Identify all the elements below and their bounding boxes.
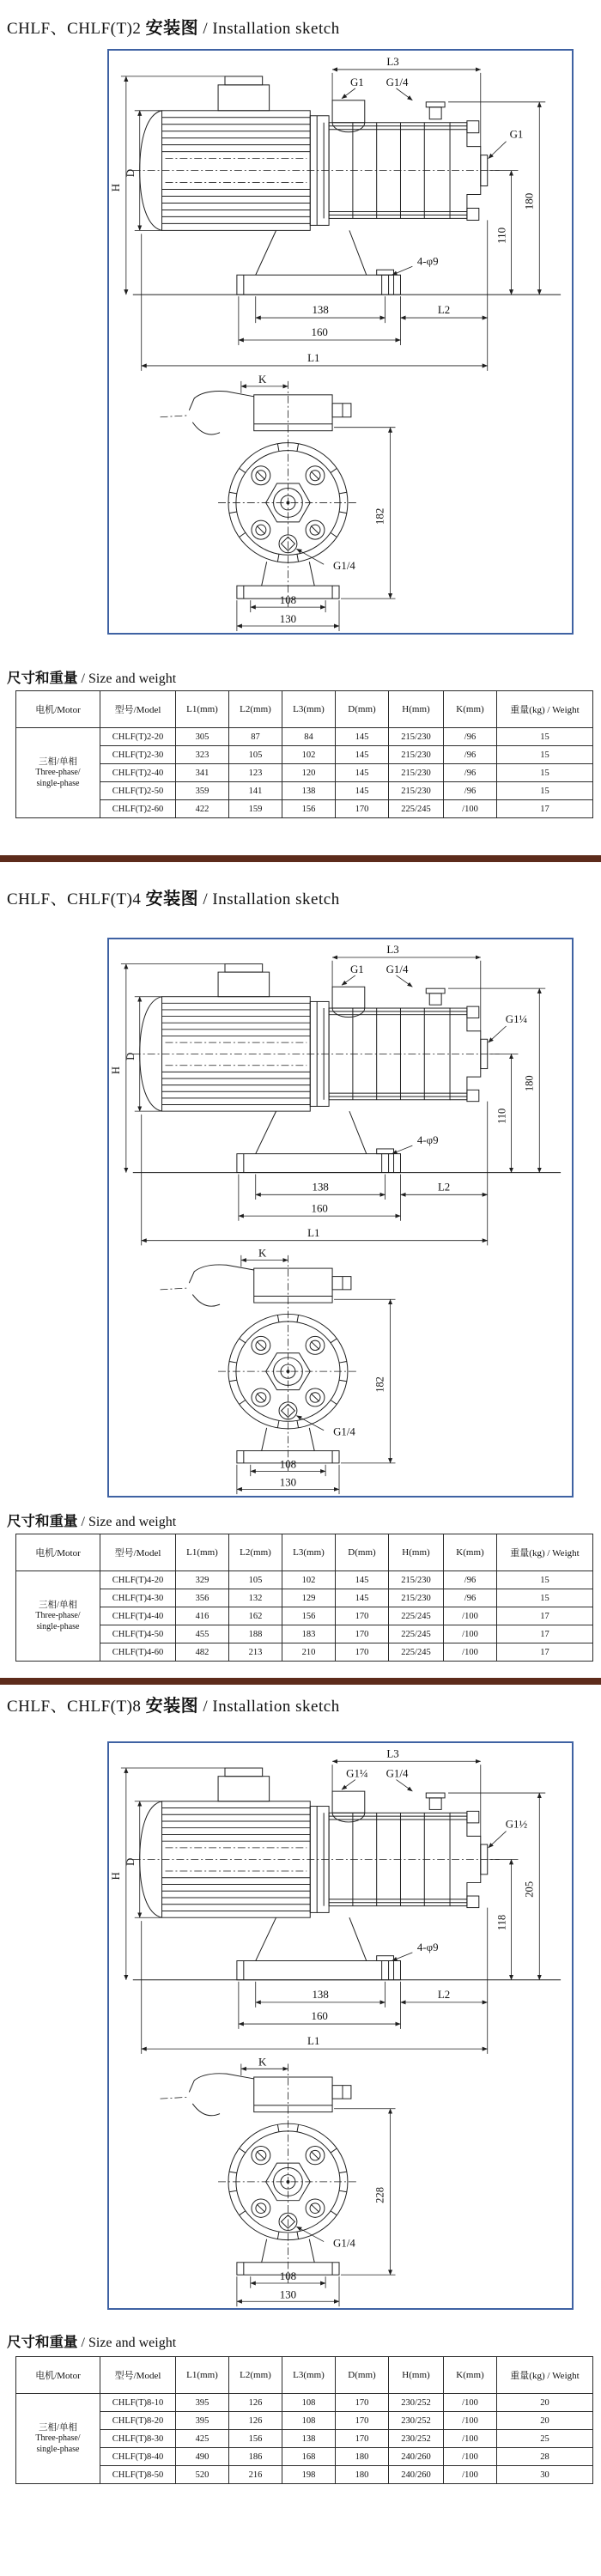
section1-title-cn: 安装图 <box>145 17 199 38</box>
table-body <box>16 1571 593 1662</box>
dimension-cell: 156 <box>282 1607 336 1625</box>
dim-top-height: 180 <box>523 1075 536 1091</box>
col-k: K(mm) <box>444 2357 497 2394</box>
motor-type-cell: 三相/单相 Three-phase/ single-phase <box>16 728 100 818</box>
dimension-cell: 198 <box>282 2466 336 2484</box>
dimension-cell: 170 <box>336 2394 389 2412</box>
col-motor: 电机/Motor <box>16 1534 100 1571</box>
col-l2: L2(mm) <box>229 2357 282 2394</box>
dim-base-a: 108 <box>279 2270 297 2283</box>
dimension-cell: 132 <box>229 1589 282 1607</box>
dimension-cell: 15 <box>497 1571 593 1589</box>
dim-D: D <box>124 1052 137 1060</box>
section1-title-en: / Installation sketch <box>203 20 340 38</box>
col-h: H(mm) <box>389 1534 444 1571</box>
table-row <box>16 2466 593 2484</box>
dimension-cell: 168 <box>282 2448 336 2466</box>
dimension-cell: 425 <box>176 2430 229 2448</box>
dim-front-height: 228 <box>373 2186 386 2203</box>
dim-K: K <box>258 372 267 386</box>
col-l3: L3(mm) <box>282 1534 336 1571</box>
section3-pump-drawing <box>109 1743 572 2308</box>
table-row <box>16 782 593 800</box>
dimension-cell: 329 <box>176 1571 229 1589</box>
table-row <box>16 800 593 818</box>
dimension-cell: 215/230 <box>389 1589 444 1607</box>
dimension-cell: 20 <box>497 2394 593 2412</box>
dimension-cell: 215/230 <box>389 728 444 746</box>
section2-size-weight-heading <box>7 1510 176 1530</box>
dimension-cell: /100 <box>444 2430 497 2448</box>
dimension-cell: 455 <box>176 1625 229 1643</box>
dimension-cell: 215/230 <box>389 746 444 764</box>
section1-title <box>7 14 340 39</box>
model-cell: CHLF(T)2-20 <box>100 728 176 746</box>
dimension-cell: 145 <box>336 1589 389 1607</box>
section-divider-2 <box>0 1678 601 1685</box>
dimension-cell: 156 <box>229 2430 282 2448</box>
dimension-cell: /96 <box>444 764 497 782</box>
table-body <box>16 728 593 818</box>
model-cell: CHLF(T)2-40 <box>100 764 176 782</box>
dim-L2: L2 <box>437 1989 451 2002</box>
dim-D: D <box>124 1857 137 1866</box>
dim-K: K <box>258 2056 267 2069</box>
dimension-cell: 240/260 <box>389 2448 444 2466</box>
section2-title <box>7 884 340 909</box>
model-cell: CHLF(T)8-30 <box>100 2430 176 2448</box>
dimension-cell: 225/245 <box>389 1625 444 1643</box>
motor-type-cell: 三相/单相 Three-phase/ single-phase <box>16 2394 100 2484</box>
section3-size-weight-heading <box>7 2330 176 2351</box>
dimension-cell: 123 <box>229 764 282 782</box>
section3-title <box>7 1692 340 1716</box>
dim-bolt-holes: 4-φ9 <box>416 1134 439 1147</box>
dimension-cell: 138 <box>282 782 336 800</box>
dimension-cell: 341 <box>176 764 229 782</box>
col-k: K(mm) <box>444 691 497 728</box>
dim-base-b: 130 <box>279 612 297 626</box>
section1-size-weight-heading <box>7 666 176 687</box>
dimension-cell: /96 <box>444 1571 497 1589</box>
section3-title-en: / Installation sketch <box>203 1698 340 1716</box>
section2-installation-sketch <box>107 938 574 1498</box>
dim-H: H <box>109 1066 122 1074</box>
dim-L2: L2 <box>437 1181 451 1194</box>
model-cell: CHLF(T)2-60 <box>100 800 176 818</box>
dimension-cell: 216 <box>229 2466 282 2484</box>
section2-title-cn: 安装图 <box>145 888 199 908</box>
col-l1: L1(mm) <box>176 2357 229 2394</box>
dim-L3: L3 <box>386 1747 399 1760</box>
table-header-row <box>16 2357 593 2394</box>
dimension-cell: 15 <box>497 746 593 764</box>
dimension-cell: 180 <box>336 2466 389 2484</box>
dimension-cell: 120 <box>282 764 336 782</box>
col-d: D(mm) <box>336 691 389 728</box>
table-row <box>16 728 593 746</box>
table-row <box>16 1625 593 1643</box>
dim-foot-a: 138 <box>312 1181 329 1194</box>
dimension-cell: 87 <box>229 728 282 746</box>
dimension-cell: 129 <box>282 1589 336 1607</box>
dimension-cell: 15 <box>497 782 593 800</box>
port-drain-label: G1/4 <box>333 1425 355 1438</box>
dimension-cell: 225/245 <box>389 1607 444 1625</box>
section1-pump-drawing <box>109 51 572 633</box>
dimension-cell: 15 <box>497 728 593 746</box>
size-weight-heading-en: / Size and weight <box>81 2336 177 2350</box>
dim-K: K <box>258 1247 267 1260</box>
dimension-cell: 225/245 <box>389 800 444 818</box>
dimension-cell: 102 <box>282 746 336 764</box>
table-header-row <box>16 1534 593 1571</box>
col-l3: L3(mm) <box>282 2357 336 2394</box>
col-l1: L1(mm) <box>176 691 229 728</box>
dimension-cell: 145 <box>336 764 389 782</box>
dimension-cell: 215/230 <box>389 782 444 800</box>
dimension-cell: 30 <box>497 2466 593 2484</box>
dimension-cell: 422 <box>176 800 229 818</box>
col-h: H(mm) <box>389 691 444 728</box>
dim-L3: L3 <box>386 944 399 957</box>
model-cell: CHLF(T)8-40 <box>100 2448 176 2466</box>
dimension-cell: /100 <box>444 1625 497 1643</box>
table-row <box>16 1607 593 1625</box>
dim-D: D <box>123 168 137 178</box>
col-l3: L3(mm) <box>282 691 336 728</box>
table-row <box>16 1643 593 1662</box>
dimension-cell: 170 <box>336 1643 389 1662</box>
table-header-row <box>16 691 593 728</box>
col-model: 型号/Model <box>100 2357 176 2394</box>
model-cell: CHLF(T)4-60 <box>100 1643 176 1662</box>
model-cell: CHLF(T)8-20 <box>100 2412 176 2430</box>
dimension-cell: 395 <box>176 2394 229 2412</box>
dimension-cell: 145 <box>336 1571 389 1589</box>
model-cell: CHLF(T)2-50 <box>100 782 176 800</box>
dim-bolt-holes: 4-φ9 <box>416 254 439 268</box>
dimension-cell: 126 <box>229 2412 282 2430</box>
dimension-cell: 170 <box>336 2430 389 2448</box>
dimension-cell: 215/230 <box>389 1571 444 1589</box>
table-row <box>16 746 593 764</box>
col-d: D(mm) <box>336 1534 389 1571</box>
dimension-cell: /96 <box>444 1589 497 1607</box>
model-cell: CHLF(T)2-30 <box>100 746 176 764</box>
dimension-cell: 490 <box>176 2448 229 2466</box>
dimension-cell: 17 <box>497 800 593 818</box>
dimension-cell: 416 <box>176 1607 229 1625</box>
dimension-cell: /100 <box>444 2394 497 2412</box>
dim-center-height: 110 <box>495 1108 508 1124</box>
dimension-cell: 84 <box>282 728 336 746</box>
model-cell: CHLF(T)8-50 <box>100 2466 176 2484</box>
dimension-cell: 145 <box>336 746 389 764</box>
port-drain-label: G1/4 <box>333 2237 355 2250</box>
col-motor: 电机/Motor <box>16 2357 100 2394</box>
dimension-cell: /100 <box>444 800 497 818</box>
dimension-cell: /100 <box>444 1607 497 1625</box>
dim-top-height: 205 <box>523 1880 536 1898</box>
section2-title-en: / Installation sketch <box>203 890 340 908</box>
section1-size-weight-table <box>15 690 593 818</box>
table-row <box>16 2412 593 2430</box>
dimension-cell: 359 <box>176 782 229 800</box>
dimension-cell: /100 <box>444 2466 497 2484</box>
dimension-cell: 170 <box>336 800 389 818</box>
dimension-cell: 162 <box>229 1607 282 1625</box>
col-weight: 重量(kg) / Weight <box>497 2357 593 2394</box>
dimension-cell: 102 <box>282 1571 336 1589</box>
col-motor: 电机/Motor <box>16 691 100 728</box>
section3-title-cn: 安装图 <box>145 1695 199 1716</box>
dimension-cell: 170 <box>336 2412 389 2430</box>
dim-base-b: 130 <box>279 1476 297 1489</box>
table-row <box>16 1571 593 1589</box>
size-weight-heading-en: / Size and weight <box>81 671 177 686</box>
dimension-cell: 138 <box>282 2430 336 2448</box>
dim-foot-b: 160 <box>311 2010 328 2023</box>
port-drain-label: G1/4 <box>333 559 355 573</box>
dimension-cell: /96 <box>444 746 497 764</box>
dimension-cell: 17 <box>497 1607 593 1625</box>
dimension-cell: 145 <box>336 782 389 800</box>
dimension-cell: /100 <box>444 2448 497 2466</box>
col-k: K(mm) <box>444 1534 497 1571</box>
port-inlet-label: G1 <box>349 75 364 88</box>
dimension-cell: 105 <box>229 1571 282 1589</box>
dimension-cell: 141 <box>229 782 282 800</box>
port-vent-label: G1/4 <box>385 75 409 88</box>
section3-size-weight-table <box>15 2356 593 2484</box>
table-row <box>16 2448 593 2466</box>
dimension-cell: /96 <box>444 782 497 800</box>
port-outlet-label: G1¼ <box>505 1013 528 1026</box>
col-model: 型号/Model <box>100 1534 176 1571</box>
dimension-cell: /100 <box>444 1643 497 1662</box>
motor-type-cell: 三相/单相 Three-phase/ single-phase <box>16 1571 100 1662</box>
section2-size-weight-table <box>15 1534 593 1662</box>
dim-center-height: 118 <box>495 1914 508 1931</box>
dimension-cell: 15 <box>497 1589 593 1607</box>
dimension-cell: 230/252 <box>389 2430 444 2448</box>
model-cell: CHLF(T)4-50 <box>100 1625 176 1643</box>
dimension-cell: 395 <box>176 2412 229 2430</box>
port-inlet-label: G1 <box>349 963 364 976</box>
section1-title-model: CHLF、CHLF(T)2 <box>7 20 142 38</box>
col-model: 型号/Model <box>100 691 176 728</box>
section3-installation-sketch <box>107 1741 574 2310</box>
model-cell: CHLF(T)8-10 <box>100 2394 176 2412</box>
table-row <box>16 2430 593 2448</box>
col-l1: L1(mm) <box>176 1534 229 1571</box>
dimension-cell: 145 <box>336 728 389 746</box>
size-weight-heading-cn: 尺寸和重量 <box>7 2334 78 2350</box>
size-weight-heading-cn: 尺寸和重量 <box>7 1513 78 1529</box>
dim-center-height: 110 <box>495 227 508 244</box>
dimension-cell: 126 <box>229 2394 282 2412</box>
col-l2: L2(mm) <box>229 691 282 728</box>
dim-front-height: 182 <box>373 1376 386 1393</box>
port-outlet-label: G1½ <box>505 1818 528 1831</box>
dimension-cell: 305 <box>176 728 229 746</box>
dim-base-a: 108 <box>279 1458 297 1471</box>
dimension-cell: 323 <box>176 746 229 764</box>
dimension-cell: 210 <box>282 1643 336 1662</box>
dimension-cell: /96 <box>444 728 497 746</box>
dimension-cell: 170 <box>336 1607 389 1625</box>
dimension-cell: 520 <box>176 2466 229 2484</box>
dimension-cell: 159 <box>229 800 282 818</box>
model-cell: CHLF(T)4-40 <box>100 1607 176 1625</box>
col-h: H(mm) <box>389 2357 444 2394</box>
port-outlet-label: G1 <box>509 127 524 141</box>
dimension-cell: /100 <box>444 2412 497 2430</box>
dimension-cell: 230/252 <box>389 2412 444 2430</box>
dimension-cell: 186 <box>229 2448 282 2466</box>
dimension-cell: 108 <box>282 2394 336 2412</box>
dimension-cell: 108 <box>282 2412 336 2430</box>
dim-bolt-holes: 4-φ9 <box>416 1941 439 1953</box>
col-weight: 重量(kg) / Weight <box>497 1534 593 1571</box>
dimension-cell: 17 <box>497 1643 593 1662</box>
dim-L2: L2 <box>437 303 451 317</box>
dimension-cell: 183 <box>282 1625 336 1643</box>
dim-L1: L1 <box>307 2035 320 2048</box>
col-weight: 重量(kg) / Weight <box>497 691 593 728</box>
dim-foot-a: 138 <box>312 303 329 317</box>
table-row <box>16 1589 593 1607</box>
section2-title-model: CHLF、CHLF(T)4 <box>7 890 142 908</box>
dim-L1: L1 <box>307 1227 320 1239</box>
dim-front-height: 182 <box>373 507 386 526</box>
dimension-cell: 230/252 <box>389 2394 444 2412</box>
dimension-cell: 215/230 <box>389 764 444 782</box>
section1-installation-sketch <box>107 49 574 635</box>
section-divider-1 <box>0 855 601 862</box>
dim-H: H <box>109 183 122 192</box>
dim-foot-b: 160 <box>311 1202 328 1215</box>
dimension-cell: 213 <box>229 1643 282 1662</box>
dimension-cell: 240/260 <box>389 2466 444 2484</box>
dimension-cell: 15 <box>497 764 593 782</box>
section3-title-model: CHLF、CHLF(T)8 <box>7 1698 142 1716</box>
dim-top-height: 180 <box>522 192 536 210</box>
dimension-cell: 156 <box>282 800 336 818</box>
table-row <box>16 764 593 782</box>
col-d: D(mm) <box>336 2357 389 2394</box>
port-vent-label: G1/4 <box>385 1767 409 1780</box>
model-cell: CHLF(T)4-30 <box>100 1589 176 1607</box>
table-body <box>16 2394 593 2484</box>
port-vent-label: G1/4 <box>385 963 409 976</box>
dimension-cell: 28 <box>497 2448 593 2466</box>
dimension-cell: 180 <box>336 2448 389 2466</box>
dimension-cell: 188 <box>229 1625 282 1643</box>
section2-pump-drawing <box>109 939 572 1496</box>
dimension-cell: 170 <box>336 1625 389 1643</box>
size-weight-heading-cn: 尺寸和重量 <box>7 670 78 686</box>
dimension-cell: 482 <box>176 1643 229 1662</box>
table-row <box>16 2394 593 2412</box>
col-l2: L2(mm) <box>229 1534 282 1571</box>
dim-L3: L3 <box>386 54 399 68</box>
dim-L1: L1 <box>307 350 320 364</box>
dim-base-a: 108 <box>279 593 297 607</box>
dim-foot-a: 138 <box>312 1989 329 2002</box>
dimension-cell: 225/245 <box>389 1643 444 1662</box>
port-inlet-label: G1¼ <box>346 1767 368 1780</box>
dim-base-b: 130 <box>279 2288 297 2301</box>
dim-H: H <box>109 1872 122 1880</box>
dimension-cell: 105 <box>229 746 282 764</box>
dimension-cell: 356 <box>176 1589 229 1607</box>
size-weight-heading-en: / Size and weight <box>81 1515 177 1529</box>
dim-foot-b: 160 <box>311 325 328 339</box>
dimension-cell: 17 <box>497 1625 593 1643</box>
dimension-cell: 25 <box>497 2430 593 2448</box>
dimension-cell: 20 <box>497 2412 593 2430</box>
model-cell: CHLF(T)4-20 <box>100 1571 176 1589</box>
